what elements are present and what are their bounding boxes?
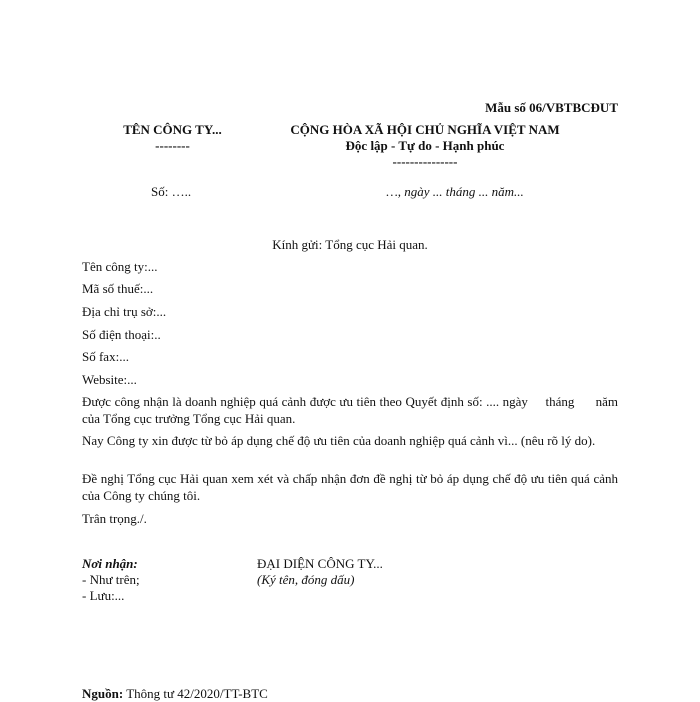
field-head-office-address: Địa chỉ trụ sở:... [82, 304, 167, 319]
motto: Độc lập - Tự do - Hạnh phúc [345, 138, 505, 153]
field-fax: Số fax:... [82, 349, 129, 364]
field-company-name: Tên công ty:... [82, 259, 158, 274]
field-tax-code: Mã số thuế:... [82, 281, 154, 296]
company-name: TÊN CÔNG TY... [123, 122, 222, 137]
nation-heading: CỘNG HÒA XÃ HỘI CHỦ NGHĨA VIỆT NAM [290, 122, 560, 137]
recipients-title: Nơi nhận: [82, 556, 138, 571]
field-phone: Số điện thoại:.. [82, 327, 161, 342]
motto-rule: --------------- [392, 154, 458, 169]
recipient-line: Kính gửi: Tổng cục Hải quan. [272, 237, 428, 252]
recipients-item: - Lưu:... [82, 588, 125, 603]
paragraph-request: Đề nghị Tổng cục Hải quan xem xét và chấp nhận đơn đề nghị từ bỏ áp dụng chế độ ưu tiên quá cảnh của Công ty chúng tôi. [82, 471, 618, 503]
field-website: Website:... [82, 372, 137, 387]
recipients-item: - Như trên; [82, 572, 140, 587]
company-name-rule: -------- [155, 138, 190, 153]
signature-note: (Ký tên, đóng dấu) [257, 572, 355, 587]
date-line: …, ngày ... tháng ... năm... [386, 184, 524, 199]
form-code: Mẫu số 06/VBTBCĐUT [485, 100, 618, 115]
source-value: Thông tư 42/2020/TT-BTC [123, 686, 268, 701]
signature-title: ĐẠI DIỆN CÔNG TY... [257, 556, 383, 571]
paragraph-recognition: Được công nhận là doanh nghiệp quá cảnh được ưu tiên theo Quyết định số: .... ngày tháng năm của Tổng cục trưởng Tổng cục Hải quan. [82, 394, 638, 426]
closing-regards: Trân trọng./. [82, 511, 147, 526]
document-number: Số: ….. [151, 184, 192, 199]
paragraph-withdrawal-reason: Nay Công ty xin được từ bỏ áp dụng chế độ ưu tiên của doanh nghiệp quá cảnh vì... (nêu rõ lý do). [82, 433, 596, 448]
source-label: Nguồn: [82, 686, 124, 701]
